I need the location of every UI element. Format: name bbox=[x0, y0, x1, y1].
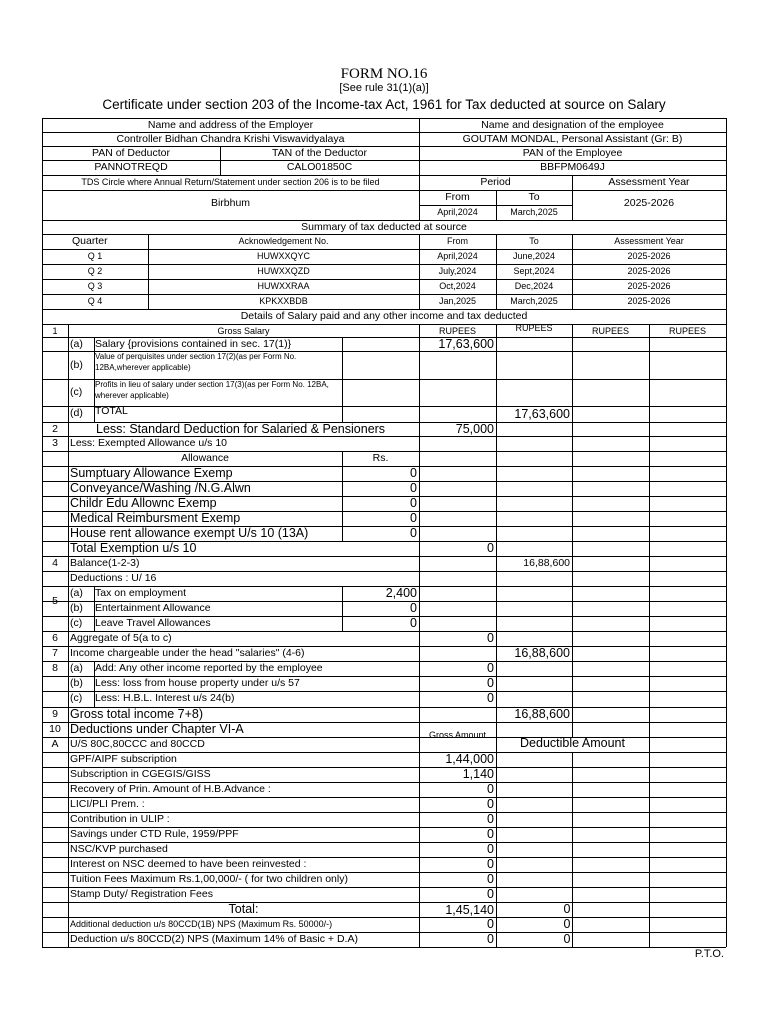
table-cell: GPF/AIPF subscription bbox=[70, 753, 177, 765]
table-cell: 2025-2026 bbox=[627, 251, 671, 261]
table-cell: 1 bbox=[52, 326, 58, 336]
table-cell: A bbox=[51, 738, 59, 750]
table-cell: 0 bbox=[487, 932, 494, 946]
table-cell: HUWXXQZD bbox=[257, 266, 310, 276]
table-cell: 7 bbox=[52, 647, 58, 659]
table-cell: Allowance bbox=[181, 452, 229, 464]
table-cell: Entertainment Allowance bbox=[95, 602, 211, 614]
table-cell: Stamp Duty/ Registration Fees bbox=[70, 888, 213, 900]
certificate-heading: Certificate under section 203 of the Income-tax Act, 1961 for Tax deducted at source on Salary bbox=[102, 97, 666, 112]
table-cell: 16,88,600 bbox=[514, 646, 570, 660]
table-cell: April,2024 bbox=[437, 207, 478, 217]
table-cell: Subscription in CGEGIS/GISS bbox=[70, 768, 211, 780]
table-cell: GOUTAM MONDAL, Personal Assistant (Gr: B) bbox=[462, 133, 683, 145]
table-cell: Deduction u/s 80CCD(2) NPS (Maximum 14% of Basic + D.A) bbox=[70, 933, 358, 945]
table-cell: To bbox=[528, 191, 540, 203]
table-cell: 0 bbox=[487, 827, 494, 841]
table-cell: RUPEES bbox=[438, 326, 476, 336]
table-cell: March,2025 bbox=[510, 207, 558, 217]
table-cell: KPKXXBDB bbox=[259, 296, 308, 306]
table-cell: Q 4 bbox=[87, 296, 103, 306]
table-cell: RUPEES bbox=[515, 323, 553, 333]
table-cell: 2025-2026 bbox=[623, 197, 675, 209]
table-cell: Gross Amount bbox=[428, 730, 487, 740]
table-cell: 0 bbox=[487, 541, 494, 555]
table-cell: PAN of Deductor bbox=[91, 147, 170, 159]
table-cell: 0 bbox=[487, 782, 494, 796]
table-cell: TDS Circle where Annual Return/Statement under section 206 is to be filed bbox=[81, 177, 380, 187]
table-cell: 17,63,600 bbox=[438, 337, 494, 351]
table-cell: Income chargeable under the head "salaries" (4-6) bbox=[70, 647, 305, 659]
table-cell: Savings under CTD Rule, 1959/PPF bbox=[70, 828, 239, 840]
table-cell: Summary of tax deducted at source bbox=[301, 221, 467, 233]
table-cell: Quarter bbox=[72, 235, 108, 247]
table-cell: 1,45,140 bbox=[445, 903, 494, 917]
table-cell: (b) bbox=[70, 677, 83, 689]
table-cell: Less: H.B.L. Interest u/s 24(b) bbox=[95, 692, 235, 704]
table-rule bbox=[572, 324, 573, 737]
table-cell: 1,140 bbox=[462, 767, 494, 781]
table-cell: Aggregate of 5(a to c) bbox=[70, 632, 172, 644]
table-cell: Interest on NSC deemed to have been reinvested : bbox=[70, 858, 307, 870]
table-cell: 0 bbox=[563, 902, 571, 916]
table-cell: (c) bbox=[70, 692, 83, 704]
table-cell: Q 3 bbox=[87, 281, 103, 291]
form-rule: [See rule 31(1)(a)] bbox=[339, 82, 429, 94]
table-cell: Tuition Fees Maximum Rs.1,00,000/- ( for two children only) bbox=[70, 873, 348, 885]
table-cell: Contribution in ULIP : bbox=[70, 813, 170, 825]
table-rule bbox=[42, 190, 726, 191]
table-rule bbox=[726, 118, 727, 947]
table-cell: Medical Reimbursment Exemp bbox=[70, 511, 241, 525]
table-cell: Leave Travel Allowances bbox=[95, 617, 211, 629]
table-cell: 0 bbox=[487, 631, 494, 645]
table-cell: (d) bbox=[70, 407, 83, 419]
table-cell: 0 bbox=[410, 511, 417, 525]
table-cell: June,2024 bbox=[512, 251, 556, 261]
table-cell: Acknowledgement No. bbox=[238, 236, 329, 246]
table-cell: (b) bbox=[70, 602, 83, 614]
table-cell: U/S 80C,80CCC and 80CCD bbox=[70, 738, 205, 750]
table-cell: PAN of the Employee bbox=[522, 147, 623, 159]
table-cell: (a) bbox=[70, 587, 83, 599]
table-cell: 0 bbox=[487, 887, 494, 901]
table-cell: BBFPM0649J bbox=[540, 161, 605, 173]
table-rule bbox=[42, 118, 43, 947]
table-cell: 0 bbox=[487, 812, 494, 826]
table-cell: 0 bbox=[487, 676, 494, 690]
table-cell: Less: loss from house property under u/s 57 bbox=[95, 677, 300, 689]
table-cell: Name and designation of the employee bbox=[481, 119, 664, 131]
table-cell: Gross total income 7+8) bbox=[70, 707, 204, 721]
table-cell: Name and address of the Employer bbox=[147, 119, 314, 131]
table-cell: 0 bbox=[487, 917, 494, 931]
table-cell: 75,000 bbox=[455, 422, 494, 436]
table-cell: 5 bbox=[52, 595, 58, 607]
table-cell: Less: Standard Deduction for Salaried & Pensioners bbox=[96, 422, 386, 436]
table-cell: 0 bbox=[487, 691, 494, 705]
table-rule bbox=[42, 947, 726, 948]
table-cell: TOTAL bbox=[95, 405, 128, 417]
table-cell: 0 bbox=[410, 526, 417, 540]
table-cell: 0 bbox=[487, 857, 494, 871]
table-cell: Salary {provisions contained in sec. 17(1)} bbox=[95, 338, 292, 350]
table-cell: Q 2 bbox=[87, 266, 103, 276]
table-cell: TAN of the Deductor bbox=[272, 147, 367, 159]
table-cell: Additional deduction u/s 80CCD(1B) NPS (Maximum Rs. 50000/-) bbox=[70, 919, 333, 929]
table-cell: Deductible Amount bbox=[520, 736, 625, 750]
table-cell: 9 bbox=[52, 708, 58, 720]
table-cell: Rs. bbox=[372, 452, 389, 464]
table-cell: Tax on employment bbox=[95, 587, 187, 599]
table-cell: 0 bbox=[487, 661, 494, 675]
table-cell: House rent allowance exempt U/s 10 (13A) bbox=[70, 526, 309, 540]
table-cell: Value of perquisites under section 17(2)(as per Form No. 12BA,wherever applicable) bbox=[95, 352, 297, 372]
table-cell: 0 bbox=[487, 797, 494, 811]
table-cell: Period bbox=[480, 176, 511, 188]
table-cell: 2025-2026 bbox=[627, 296, 671, 306]
form-title: FORM NO.16 bbox=[340, 66, 428, 82]
table-cell: CALO01850C bbox=[286, 161, 353, 173]
table-cell: 17,63,600 bbox=[514, 407, 570, 421]
table-cell: 1,44,000 bbox=[445, 752, 494, 766]
table-cell: Details of Salary paid and any other income and tax deducted bbox=[240, 310, 528, 322]
table-cell: Conveyance/Washing /N.G.Alwn bbox=[70, 481, 251, 495]
table-rule bbox=[649, 324, 650, 947]
table-cell: Controller Bidhan Chandra Krishi Viswavidyalaya bbox=[116, 133, 345, 145]
table-cell: 6 bbox=[52, 632, 58, 644]
table-cell: Total Exemption u/s 10 bbox=[70, 541, 197, 555]
table-cell: Dec,2024 bbox=[514, 281, 554, 291]
table-cell: (a) bbox=[70, 662, 83, 674]
table-cell: Deductions : U/ 16 bbox=[70, 572, 157, 584]
table-cell: Deductions under Chapter VI-A bbox=[70, 722, 244, 736]
table-cell: Birbhum bbox=[210, 197, 251, 209]
table-cell: 0 bbox=[410, 466, 417, 480]
table-cell: 0 bbox=[410, 616, 417, 630]
table-cell: 0 bbox=[487, 842, 494, 856]
pto-label: P.T.O. bbox=[694, 948, 724, 960]
table-cell: (a) bbox=[70, 338, 83, 350]
table-cell: 0 bbox=[563, 917, 571, 931]
table-cell: Gross Salary bbox=[217, 326, 270, 336]
table-cell: Childr Edu Allownc Exemp bbox=[70, 496, 217, 510]
table-cell: HUWXXQYC bbox=[256, 251, 310, 261]
table-cell: 0 bbox=[487, 872, 494, 886]
table-cell: Balance(1-2-3) bbox=[70, 557, 140, 569]
table-cell: 2,400 bbox=[385, 586, 417, 600]
table-cell: Less: Exempted Allowance u/s 10 bbox=[70, 437, 228, 449]
table-cell: Recovery of Prin. Amount of H.B.Advance : bbox=[70, 783, 271, 795]
table-cell: Assessment Year bbox=[608, 176, 690, 188]
table-cell: LICI/PLI Prem. : bbox=[70, 798, 145, 810]
table-cell: Add: Any other income reported by the employee bbox=[95, 662, 323, 674]
table-cell: (c) bbox=[70, 617, 83, 629]
table-cell: Profits in lieu of salary under section 17(3)(as per Form No. 12BA, wherever applicable) bbox=[95, 380, 329, 400]
table-cell: (c) bbox=[70, 386, 83, 398]
table-cell: 4 bbox=[52, 557, 58, 569]
table-cell: March,2025 bbox=[510, 296, 558, 306]
table-cell: RUPEES bbox=[591, 326, 629, 336]
table-cell: To bbox=[529, 236, 539, 246]
table-cell: 3 bbox=[52, 437, 58, 449]
table-cell: NSC/KVP purchased bbox=[70, 843, 168, 855]
table-cell: April,2024 bbox=[437, 251, 478, 261]
table-cell: 8 bbox=[52, 662, 58, 674]
table-cell: From bbox=[447, 236, 468, 246]
table-rule bbox=[342, 337, 343, 422]
table-cell: Jan,2025 bbox=[438, 296, 477, 306]
table-cell: (b) bbox=[70, 359, 83, 371]
table-cell: 16,88,600 bbox=[523, 557, 570, 569]
table-cell: 0 bbox=[410, 601, 417, 615]
table-cell: 16,88,600 bbox=[514, 707, 570, 721]
table-cell: Total: bbox=[228, 902, 259, 916]
table-cell: 2 bbox=[52, 423, 58, 435]
table-cell: 0 bbox=[410, 481, 417, 495]
table-cell: 10 bbox=[49, 723, 61, 735]
table-cell: Sumptuary Allowance Exemp bbox=[70, 466, 233, 480]
table-cell: Assessment Year bbox=[614, 236, 684, 246]
table-cell: Oct,2024 bbox=[439, 281, 476, 291]
table-cell: 0 bbox=[563, 932, 571, 946]
table-cell: Sept,2024 bbox=[513, 266, 555, 276]
table-cell: PANNOTREQD bbox=[94, 161, 168, 173]
table-cell: From bbox=[445, 191, 470, 203]
table-cell: RUPEES bbox=[668, 326, 706, 336]
table-cell: July,2024 bbox=[438, 266, 477, 276]
table-rule bbox=[68, 324, 69, 947]
table-cell: Q 1 bbox=[87, 251, 103, 261]
table-cell: 2025-2026 bbox=[627, 266, 671, 276]
table-cell: HUWXXRAA bbox=[257, 281, 310, 291]
table-cell: 0 bbox=[410, 496, 417, 510]
table-cell: 2025-2026 bbox=[627, 281, 671, 291]
